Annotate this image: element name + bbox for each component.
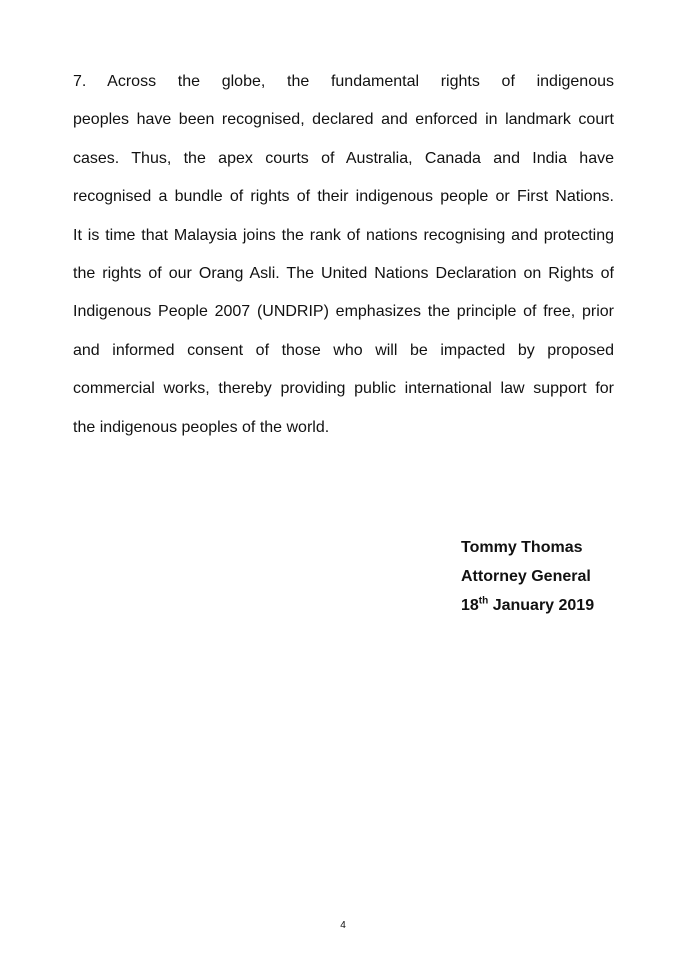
paragraph-line: Indigenous People 2007 (UNDRIP) emphasizes the principle of free, prior: [73, 303, 614, 320]
paragraph-line: It is time that Malaysia joins the rank of nations recognising and protecting: [73, 227, 614, 244]
page-number: 4: [340, 920, 346, 931]
paragraph-line: commercial works, thereby providing public international law support for: [73, 380, 614, 397]
signature-date: [461, 591, 594, 620]
paragraph-line: the indigenous peoples of the world.: [73, 419, 330, 436]
date-suffix: th: [478, 595, 489, 607]
signatory-title: Attorney General: [461, 568, 591, 585]
paragraph-line: 7. Across the globe, the fundamental rights of indigenous: [73, 73, 614, 90]
paragraph-line: the rights of our Orang Asli. The United Nations Declaration on Rights of: [73, 265, 614, 282]
paragraph-line: cases. Thus, the apex courts of Australia, Canada and India have: [73, 150, 614, 167]
paragraph-line: and informed consent of those who will be impacted by proposed: [73, 342, 614, 359]
date-month-year: January 2019: [488, 597, 595, 614]
signatory-name: Tommy Thomas: [461, 539, 583, 556]
paragraph-line: peoples have been recognised, declared and enforced in landmark court: [73, 111, 614, 128]
paragraph-line: recognised a bundle of rights of their indigenous people or First Nations.: [73, 188, 614, 205]
date-day: 18: [461, 597, 479, 614]
signature-block: [461, 533, 594, 620]
